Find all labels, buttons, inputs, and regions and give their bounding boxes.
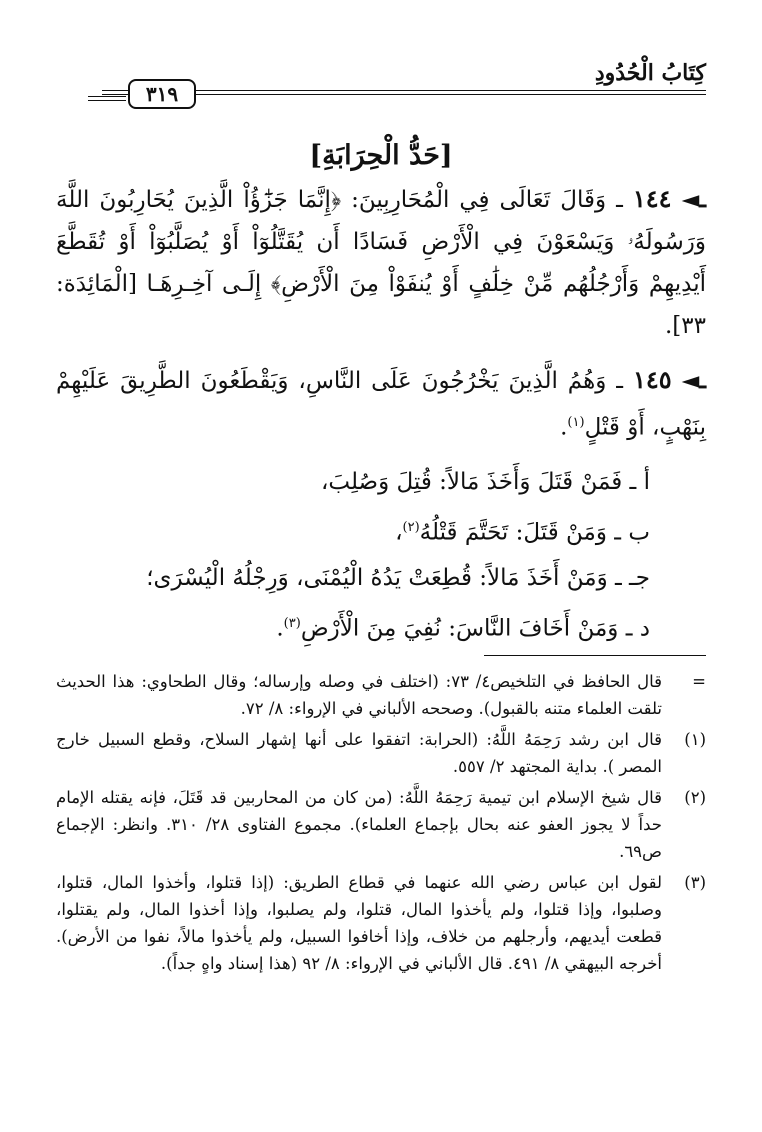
footnote-divider xyxy=(484,655,706,656)
footnote xyxy=(56,726,706,780)
verse-reference: [الْمَائِدَة: ٣٣]. xyxy=(56,271,706,339)
footnote-ref: (٢) xyxy=(402,519,420,535)
list-item-text: د ـ وَمَنْ أَخَافَ النَّاسَ: نُفِيَ مِنَ الْأَرْضِ xyxy=(300,615,650,642)
footnote-marker: = xyxy=(692,672,706,691)
footnote-ref: (١) xyxy=(567,415,585,430)
header-left-rule xyxy=(88,96,126,101)
footnote xyxy=(56,668,706,722)
list-item-end: ، xyxy=(395,519,403,546)
list-item xyxy=(56,557,650,599)
list-item-text: أ ـ فَمَنْ قَتَلَ وَأَخَذَ مَالاً: قُتِلَ وَصُلِبَ، xyxy=(320,468,650,495)
list-item xyxy=(56,603,650,650)
hadith-number: ١٤٤ xyxy=(632,184,672,213)
list-item xyxy=(56,461,650,503)
hadith-marker-icon: ـ◄ xyxy=(681,186,707,213)
footnote-ref: (٣) xyxy=(283,616,301,632)
hadith-end: . xyxy=(560,414,568,441)
main-text xyxy=(56,178,706,654)
heading-text: حَدُّ الْحِرَابَةِ xyxy=(322,140,440,171)
verse-tail: إِلَـى آخِـرِهَـا xyxy=(146,271,262,297)
footnote-text: لقول ابن عباس رضي الله عنهما في قطاع الطريق: (إذا قتلوا، وأخذوا المال، قتلوا، وصلبوا، وإذا قتلوا، ولم يأخذوا المال، قتلوا، ولم يصلبوا، وإذا أخذوا المال، ولم يقتلوا، قطعت أيديهم، وأرجلهم من خلاف، وإذا أخافوا السبيل، ولم يأخذوا مالاً، نفوا من الأرض). أخرجه البيهقي ٨/ ٤٩١. قال الألباني في الإرواء: ٨/ ٩٢ (هذا إسناد واهٍ جداً). xyxy=(56,873,662,973)
footnote-marker: (١) xyxy=(684,730,706,749)
running-title: كِتَابُ الْحُدُودِ xyxy=(594,60,706,86)
hadith-number: ١٤٥ xyxy=(632,365,672,394)
list-item-text: ب ـ وَمَنْ قَتَلَ: تَحَتَّمَ قَتْلُهُ xyxy=(419,519,650,546)
footnote-marker: (٢) xyxy=(684,788,706,807)
section-heading xyxy=(0,140,762,171)
quran-verse: ﴿إِنَّمَا جَزَٰٓؤُاْ الَّذِينَ يُحَارِبُونَ اللَّهَ وَرَسُولَهُۥ وَيَسْعَوْنَ فِي الْأَرْضِ فَسَادًا أَن يُقَتَّلُوٓاْ أَوْ يُصَلَّبُوٓاْ أَوْ تُقَطَّعَ أَيْدِيهِمْ وَأَرْجُلُهُم مِّنْ خِلَٰفٍ أَوْ يُنفَوْاْ مِنَ الْأَرْضِ﴾ xyxy=(56,187,707,297)
footnote xyxy=(56,869,706,977)
page-number: ٣١٩ xyxy=(128,79,196,109)
footnote-marker: (٣) xyxy=(684,873,706,892)
footnote-text: قال الحافظ في التلخيص٤/ ٧٣: (اختلف في وصله وإرساله؛ وقال الطحاوي: هذا الحديث تلقت العلماء متنه بالقبول). وصححه الألباني في الإرواء: ٨/ ٧٢. xyxy=(56,672,663,718)
hadith-145 xyxy=(56,359,706,449)
hadith-lead: ـ وَقَالَ تَعَالَى فِي الْمُحَارِبِينَ: xyxy=(351,187,623,213)
list-item-text: جـ ـ وَمَنْ أَخَذَ مَالاً: قُطِعَتْ يَدُهُ الْيُمْنَى، وَرِجْلُهُ الْيُسْرَى؛ xyxy=(146,565,650,592)
footnote xyxy=(56,784,706,865)
hadith-text: ـ وَهُمُ الَّذِينَ يَخْرُجُونَ عَلَى النَّاسِ، وَيَقْطَعُونَ الطَّرِيقَ عَلَيْهِمْ بِنَهْبٍ، أَوْ قَتْلٍ xyxy=(56,368,706,441)
list-item xyxy=(56,507,650,554)
hadith-144 xyxy=(56,178,706,347)
heading-open-bracket: [ xyxy=(439,140,453,171)
footnote-text: قال ابن رشد رَحِمَهُ اللَّهُ: (الحرابة: اتفقوا على أنها إشهار السلاح، وقطع السبيل خارج المصر ). بداية المجتهد ٢/ ٥٥٧. xyxy=(56,730,662,776)
footnote-text: قال شيخ الإسلام ابن تيمية رَحِمَهُ اللَّهُ: (من كان من المحاربين قد قَتَلَ، فإنه يقتله الإمام حداً لا يجوز العفو عنه بحال بإجماع العلماء). مجموع الفتاوى ٢٨/ ٣١٠. وانظر: الإجماع ص٦٩. xyxy=(56,788,662,861)
footnotes xyxy=(56,668,706,981)
ruling-list xyxy=(56,461,706,650)
heading-close-bracket: ] xyxy=(309,140,323,171)
list-item-end: . xyxy=(276,615,284,642)
hadith-marker-icon: ـ◄ xyxy=(681,367,706,394)
